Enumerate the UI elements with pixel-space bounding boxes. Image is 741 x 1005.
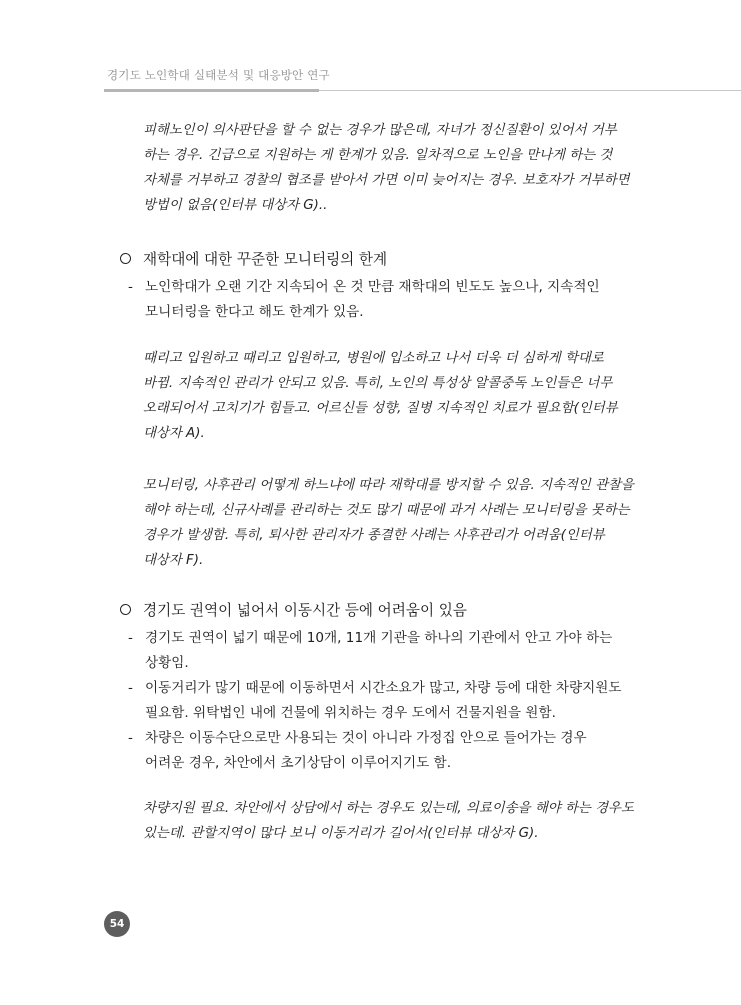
interview-quote-4 (143, 796, 643, 846)
section-heading-1 (120, 250, 741, 270)
quote-line: 피해노인이 의사판단을 할 수 없는 경우가 많은데, 자녀가 정신질환이 있어서 거부 (143, 123, 617, 138)
dash-marker: - (128, 730, 133, 746)
dash-marker: - (128, 680, 133, 696)
quote-line: 바뀜. 지속적인 관리가 안되고 있음. 특히, 노인의 특성상 알콜중독 노인들은 너무 (143, 376, 613, 391)
quote-line: 자체를 거부하고 경찰의 협조를 받아서 가면 이미 늦어지는 경우. 보호자가 거부하면 (143, 173, 630, 188)
page-number-badge: 54 (104, 911, 130, 937)
quote-line: 방법이 없음(인터뷰 대상자 G).. (143, 198, 328, 213)
bullet-text: 차량은 이동수단으로만 사용되는 것이 아니라 가정집 안으로 들어가는 경우 (145, 730, 587, 746)
bullet-item-2 (128, 626, 648, 676)
bullet-text-continued: 필요함. 위탁법인 내에 건물에 위치하는 경우 도에서 건물지원을 원함. (145, 705, 556, 721)
bullet-text-continued: 모니터링을 한다고 해도 한계가 있음. (145, 304, 364, 320)
circle-bullet-icon (120, 253, 131, 264)
quote-line: 하는 경우. 긴급으로 지원하는 게 한계가 있음. 일차적으로 노인을 만나게 하는 것 (143, 148, 613, 163)
quote-line: 경우가 발생함. 특히, 퇴사한 관리자가 종결한 사례는 사후관리가 어려움(인터뷰 (143, 528, 605, 543)
quote-line: 때리고 입원하고 때리고 입원하고, 병원에 입소하고 나서 더욱 더 심하게 학대로 (143, 351, 604, 366)
bullet-item-3 (128, 676, 648, 726)
bullet-text: 경기도 권역이 넓기 때문에 10개, 11개 기관을 하나의 기관에서 안고 가야 하는 (145, 630, 613, 646)
quote-line: 오래되어서 고치기가 힘들고. 어르신들 성향, 질병 지속적인 치료가 필요함(인터뷰 (143, 401, 618, 416)
quote-line: 있는데. 관할지역이 많다 보니 이동거리가 길어서(인터뷰 대상자 G). (143, 826, 539, 841)
bullet-text: 노인학대가 오랜 기간 지속되어 온 것 만큼 재학대의 빈도도 높으나, 지속적인 (145, 279, 600, 295)
quote-line: 대상자 A). (143, 426, 205, 441)
interview-quote-2 (143, 346, 643, 446)
bullet-text-continued: 어려운 경우, 차안에서 초기상담이 이루어지기도 함. (145, 755, 452, 771)
bullet-text: 이동거리가 많기 때문에 이동하면서 시간소요가 많고, 차량 등에 대한 차량지원도 (145, 680, 622, 696)
header-rule-accent (104, 89, 319, 92)
bullet-text-continued: 상황임. (145, 655, 189, 671)
bullet-item-4 (128, 726, 648, 776)
bullet-item-1 (128, 275, 648, 325)
heading-text: 경기도 권역이 넓어서 이동시간 등에 어려움이 있음 (143, 602, 467, 619)
running-header: 경기도 노인학대 실태분석 및 대응방안 연구 (107, 68, 330, 82)
dash-marker: - (128, 630, 133, 646)
quote-line: 차량지원 필요. 차안에서 상담에서 하는 경우도 있는데, 의료이송을 해야 하는 경우도 (143, 801, 634, 816)
section-heading-2 (120, 601, 741, 621)
quote-line: 해야 하는데, 신규사례를 관리하는 것도 많기 때문에 과거 사례는 모니터링을 못하는 (143, 503, 630, 518)
quote-line: 대상자 F). (143, 553, 204, 568)
heading-text: 재학대에 대한 꾸준한 모니터링의 한계 (143, 251, 388, 268)
dash-marker: - (128, 279, 133, 295)
circle-bullet-icon (120, 604, 131, 615)
interview-quote-1 (143, 118, 643, 218)
quote-line: 모니터링, 사후관리 어떻게 하느냐에 따라 재학대를 방지할 수 있음. 지속적인 관찰을 (143, 478, 634, 493)
interview-quote-3 (143, 473, 643, 573)
